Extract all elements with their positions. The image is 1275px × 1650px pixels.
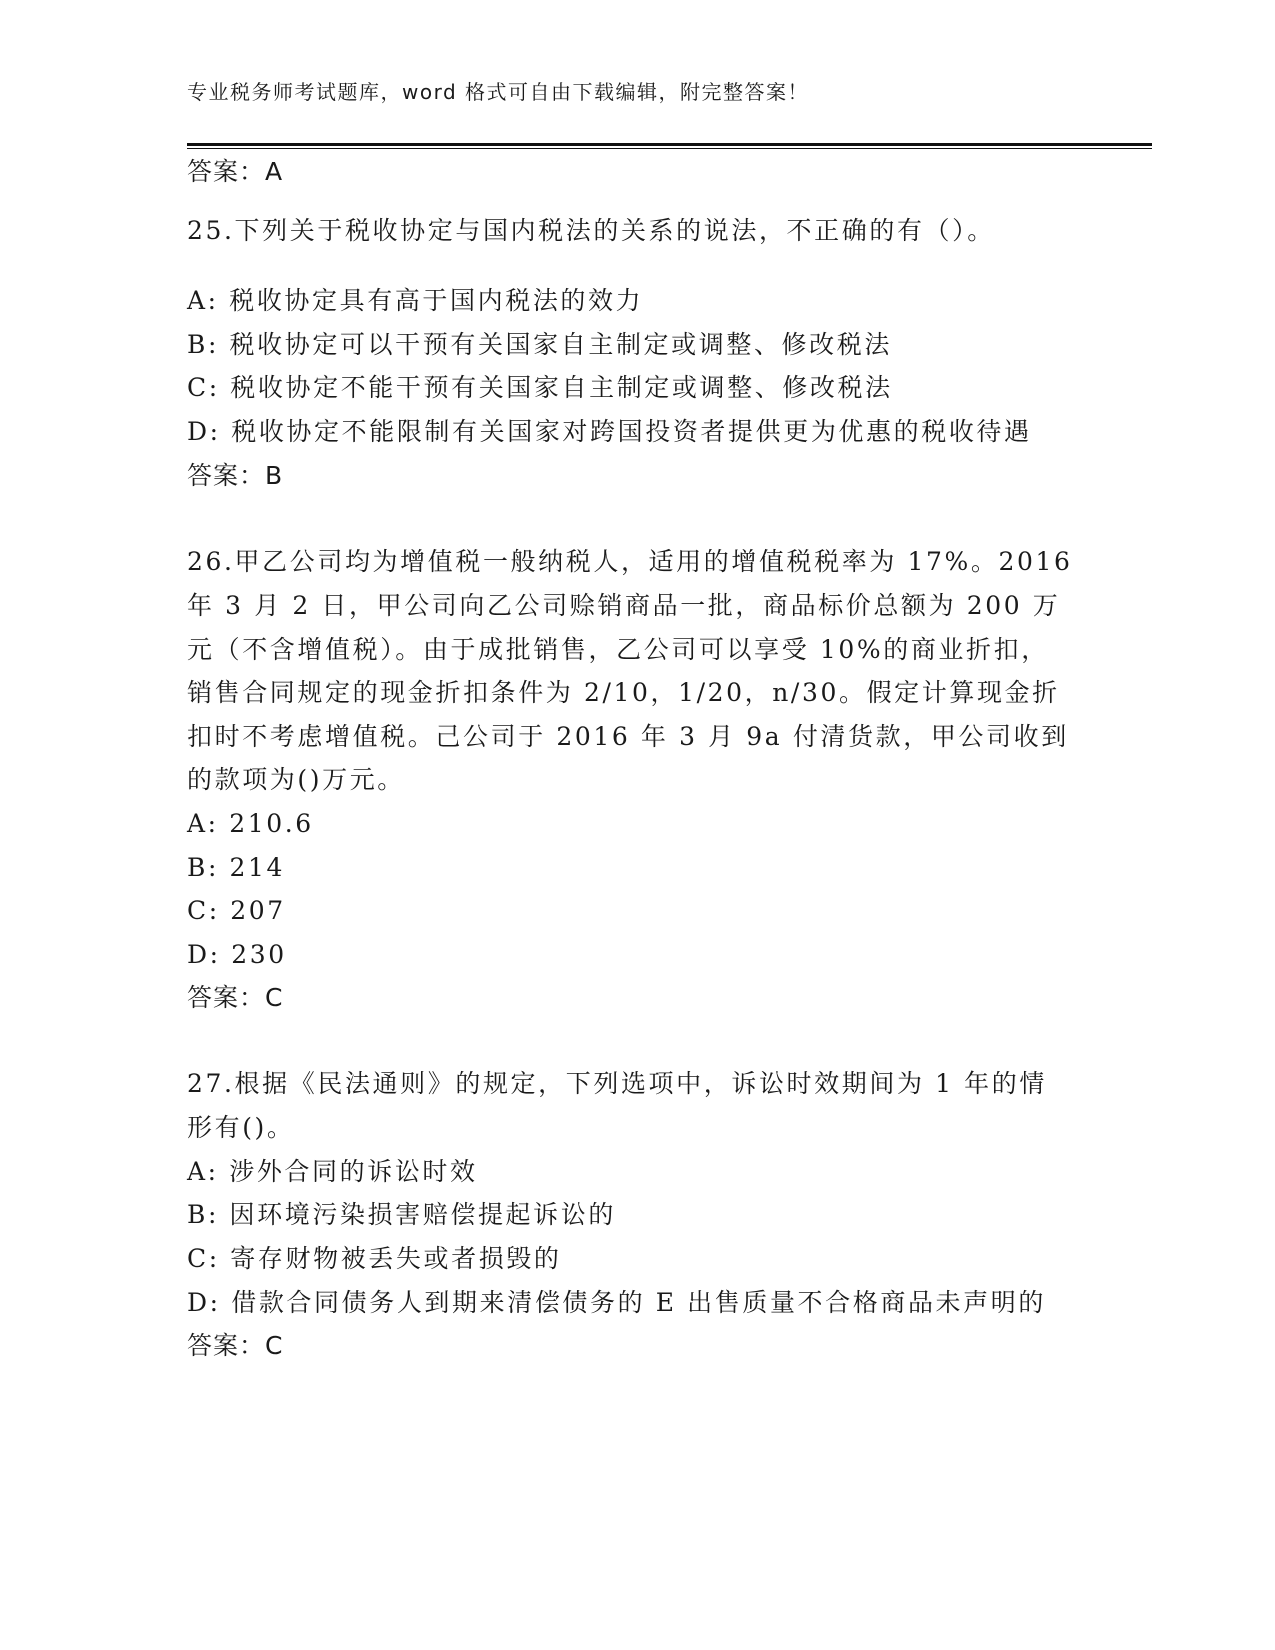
previous-answer: 答案：A: [187, 157, 284, 186]
question-25-option-d: D: 税收协定不能限制有关国家对跨国投资者提供更为优惠的税收待遇: [187, 417, 1032, 446]
question-26-line-2: 年 3 月 2 日，甲公司向乙公司赊销商品一批，商品标价总额为 200 万: [187, 591, 1061, 620]
question-26-answer: 答案：C: [187, 983, 284, 1012]
question-26-line-1: 26.甲乙公司均为增值税一般纳税人，适用的增值税税率为 17%。2016: [187, 547, 1073, 576]
question-26-option-b: B: 214: [187, 853, 286, 882]
question-26-line-5: 扣时不考虑增值税。己公司于 2016 年 3 月 9a 付清货款，甲公司收到: [187, 722, 1069, 751]
question-25-option-a: A: 税收协定具有高于国内税法的效力: [187, 286, 644, 315]
question-25-option-b: B: 税收协定可以干预有关国家自主制定或调整、修改税法: [187, 330, 892, 359]
question-27-line-1: 27.根据《民法通则》的规定，下列选项中，诉讼时效期间为 1 年的情: [187, 1069, 1047, 1098]
question-25-option-c: C: 税收协定不能干预有关国家自主制定或调整、修改税法: [187, 373, 893, 402]
question-27-option-b: B: 因环境污染损害赔偿提起诉讼的: [187, 1200, 616, 1229]
question-26-line-4: 销售合同规定的现金折扣条件为 2/10，1/20，n/30。假定计算现金折: [187, 678, 1060, 707]
question-27-option-c: C: 寄存财物被丢失或者损毁的: [187, 1244, 562, 1273]
question-27-option-a: A: 涉外合同的诉讼时效: [187, 1157, 478, 1186]
header-rule-thick: [187, 143, 1152, 146]
question-27-answer: 答案：C: [187, 1331, 284, 1360]
page-header: 专业税务师考试题库，word 格式可自由下载编辑，附完整答案！: [187, 80, 810, 104]
question-26-option-c: C: 207: [187, 896, 286, 925]
question-27-option-d: D: 借款合同债务人到期来清偿债务的 E 出售质量不合格商品未声明的: [187, 1288, 1046, 1317]
question-26-option-a: A: 210.6: [187, 809, 314, 838]
question-27-line-2: 形有()。: [187, 1113, 295, 1142]
question-26-line-6: 的款项为()万元。: [187, 765, 405, 794]
header-rule-thin: [187, 148, 1152, 149]
question-25-answer: 答案：B: [187, 461, 284, 490]
question-25-text: 25.下列关于税收协定与国内税法的关系的说法，不正确的有（）。: [187, 216, 995, 245]
question-26-option-d: D: 230: [187, 940, 287, 969]
question-26-line-3: 元（不含增值税）。由于成批销售，乙公司可以享受 10%的商业折扣，: [187, 635, 1049, 664]
